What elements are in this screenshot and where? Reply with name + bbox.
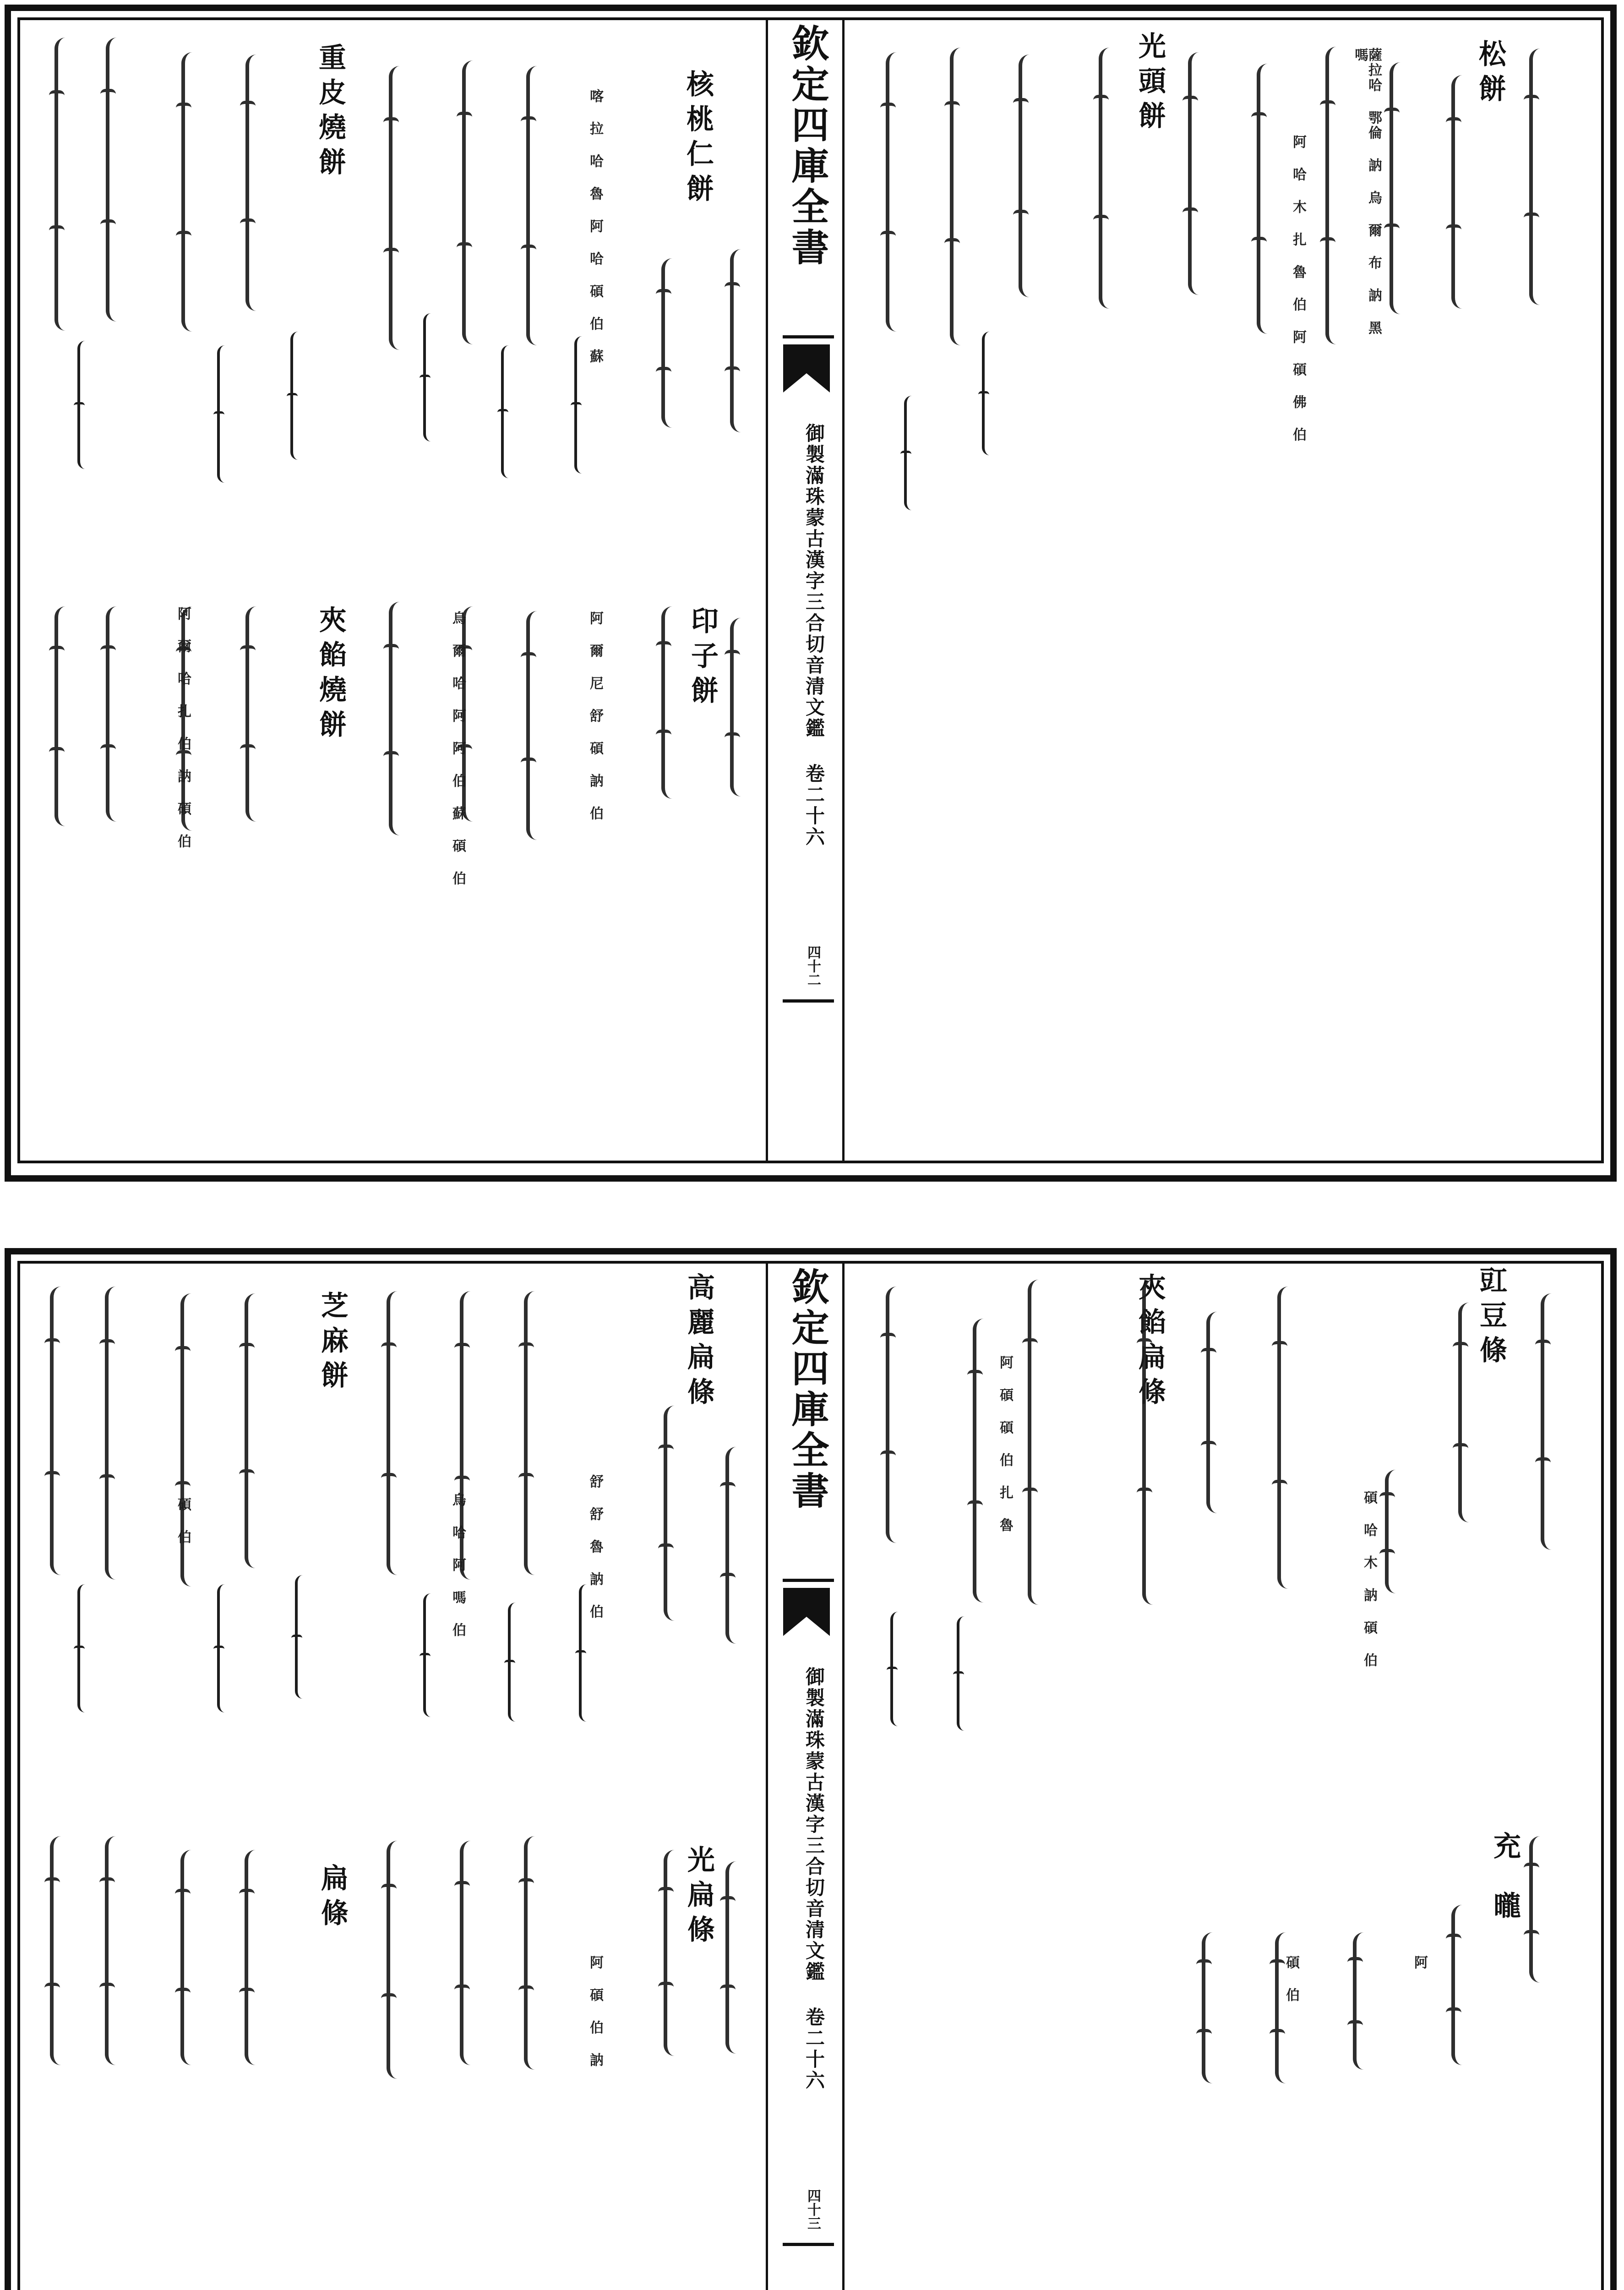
manchu-mini-column (423, 1593, 439, 1717)
manchu-mini-column (295, 1575, 311, 1699)
manchu-script-column (886, 52, 912, 332)
manchu-script-column (1529, 49, 1556, 305)
manchu-script-column (1257, 64, 1283, 334)
manchu-script-column (1325, 47, 1352, 344)
manchu-script-column (664, 1850, 690, 2056)
manchu-script-column (105, 1836, 131, 2065)
manchu-mini-column (290, 332, 306, 460)
entry-title: 松餅 (1474, 39, 1506, 109)
manchu-script-column (1019, 55, 1045, 297)
manchu-mini-column (217, 1584, 233, 1712)
entry-title: 夾餡扁條 (1134, 1273, 1166, 1412)
manchu-script-column (1206, 1312, 1233, 1513)
manchu-mini-column (77, 341, 93, 469)
lower-book-title: 欽定四庫全書 (785, 1267, 829, 1512)
manchu-script-column (245, 1293, 271, 1568)
entry-title: 重皮燒餅 (314, 43, 346, 182)
entry-title: 核桃仁餅 (682, 70, 714, 209)
manchu-script-column (245, 1850, 271, 2065)
manchu-mini-column (574, 336, 590, 474)
manchu-script-column (1028, 1280, 1054, 1605)
entry-title: 曨 (1489, 1891, 1521, 1926)
upper-book-page (5, 5, 1617, 1182)
manchu-script-column (460, 1291, 486, 1580)
manchu-mini-column (77, 1584, 93, 1712)
manchu-script-column (1188, 52, 1215, 295)
manchu-script-column (950, 48, 976, 345)
translation-gloss: 舒 舒 魯 訥 伯 (587, 1474, 603, 1619)
entry-title: 充 (1489, 1832, 1521, 1866)
entry-title: 豇豆條 (1475, 1266, 1507, 1370)
manchu-script-column (180, 1293, 207, 1587)
upper-page-number: 四十二 (805, 945, 821, 987)
manchu-script-column (1142, 1280, 1169, 1605)
entry-title: 扁條 (316, 1864, 349, 1933)
manchu-mini-column (501, 345, 517, 478)
lower-volume-note: 御製滿珠蒙古漢字三合切音清文鑑 卷二十六 (803, 1667, 825, 2091)
manchu-script-column (661, 258, 688, 428)
manchu-script-column (245, 55, 272, 311)
manchu-script-column (1541, 1293, 1567, 1550)
manchu-script-column (181, 606, 208, 831)
manchu-script-column (526, 611, 553, 840)
manchu-script-column (1451, 75, 1478, 309)
manchu-script-column (664, 1406, 690, 1621)
manchu-script-column (725, 1447, 752, 1644)
translation-gloss: 薩拉哈 鄂倫 訥 烏 爾 布 訥 黑 嗎 (1352, 48, 1382, 336)
translation-gloss: 阿 爾 尼 舒 碩 訥 伯 (587, 611, 603, 821)
translation-gloss: 阿 碩 碩 伯 扎 魯 (997, 1355, 1013, 1533)
translation-gloss: 喀 拉 哈 魯 阿 哈 碩 伯 蘇 (587, 89, 603, 364)
translation-gloss: 阿 碩 伯 訥 (587, 1955, 603, 2068)
translation-gloss: 碩 伯 (175, 1497, 191, 1545)
upper-page-rule (783, 999, 834, 1003)
manchu-script-column (1099, 48, 1125, 309)
upper-book-title: 欽定四庫全書 (785, 24, 829, 268)
manchu-script-column (1202, 1932, 1228, 2083)
manchu-script-column (462, 606, 489, 822)
manchu-script-column (50, 1836, 76, 2065)
manchu-script-column (1353, 1932, 1379, 2070)
manchu-script-column (387, 1291, 413, 1575)
translation-gloss: 阿 哈 木 扎 魯 伯 阿 碩 佛 伯 (1290, 135, 1306, 442)
manchu-script-column (524, 1836, 550, 2070)
manchu-script-column (50, 1287, 76, 1575)
entry-title: 芝麻餅 (316, 1291, 349, 1396)
lower-page-rule (783, 2243, 834, 2246)
translation-gloss: 碩 伯 (1283, 1955, 1299, 2003)
manchu-script-column (180, 1850, 207, 2065)
lower-book-page (5, 1248, 1617, 2290)
manchu-script-column (181, 52, 208, 332)
manchu-mini-column (508, 1603, 523, 1722)
upper-volume-note: 御製滿珠蒙古漢字三合切音清文鑑 卷二十六 (803, 423, 825, 848)
manchu-mini-column (904, 396, 920, 510)
translation-gloss: 阿 (1411, 1955, 1428, 1970)
translation-gloss: 碩 哈 木 訥 碩 伯 (1361, 1490, 1377, 1668)
manchu-script-column (54, 606, 81, 826)
entry-title: 光扁條 (683, 1845, 715, 1950)
upper-title-rule (783, 335, 834, 338)
manchu-script-column (1451, 1905, 1478, 2065)
manchu-script-column (1275, 1932, 1302, 2083)
translation-gloss: 烏 爾 哈 阿 阿 伯 蘇 碩 伯 (450, 611, 466, 886)
manchu-script-column (730, 249, 757, 432)
translation-gloss: 阿 爾 哈 扎 伯 訥 碩 伯 (175, 606, 191, 849)
lower-page-number: 四十三 (805, 2189, 821, 2230)
manchu-script-column (524, 1291, 550, 1575)
manchu-script-column (1390, 62, 1416, 314)
manchu-script-column (1529, 1836, 1556, 1983)
manchu-script-column (460, 1841, 486, 2065)
manchu-script-column (526, 66, 553, 345)
manchu-script-column (886, 1287, 912, 1543)
manchu-script-column (730, 618, 757, 796)
manchu-script-column (389, 66, 415, 350)
translation-gloss: 烏 哈 阿 嗎 伯 (450, 1493, 466, 1638)
entry-title: 夾餡燒餅 (315, 605, 347, 745)
entry-title: 印子餅 (687, 606, 719, 711)
lower-title-rule (783, 1579, 834, 1582)
manchu-script-column (105, 1287, 131, 1580)
manchu-script-column (106, 38, 132, 322)
manchu-mini-column (890, 1612, 906, 1726)
manchu-mini-column (957, 1616, 972, 1731)
manchu-script-column (725, 1861, 752, 2054)
entry-title: 高麗扁條 (683, 1273, 715, 1412)
manchu-script-column (661, 606, 688, 799)
manchu-script-column (1277, 1287, 1304, 1589)
manchu-mini-column (982, 332, 997, 455)
manchu-script-column (54, 38, 81, 331)
manchu-script-column (389, 602, 415, 835)
entry-title: 光頭餅 (1134, 32, 1166, 136)
manchu-script-column (106, 606, 132, 822)
manchu-script-column (387, 1841, 413, 2079)
manchu-script-column (245, 606, 272, 822)
manchu-script-column (462, 60, 489, 344)
manchu-script-column (1385, 1470, 1411, 1593)
manchu-mini-column (217, 345, 233, 483)
manchu-mini-column (579, 1584, 594, 1722)
manchu-script-column (973, 1319, 999, 1603)
manchu-mini-column (423, 313, 439, 442)
manchu-script-column (1458, 1303, 1485, 1522)
